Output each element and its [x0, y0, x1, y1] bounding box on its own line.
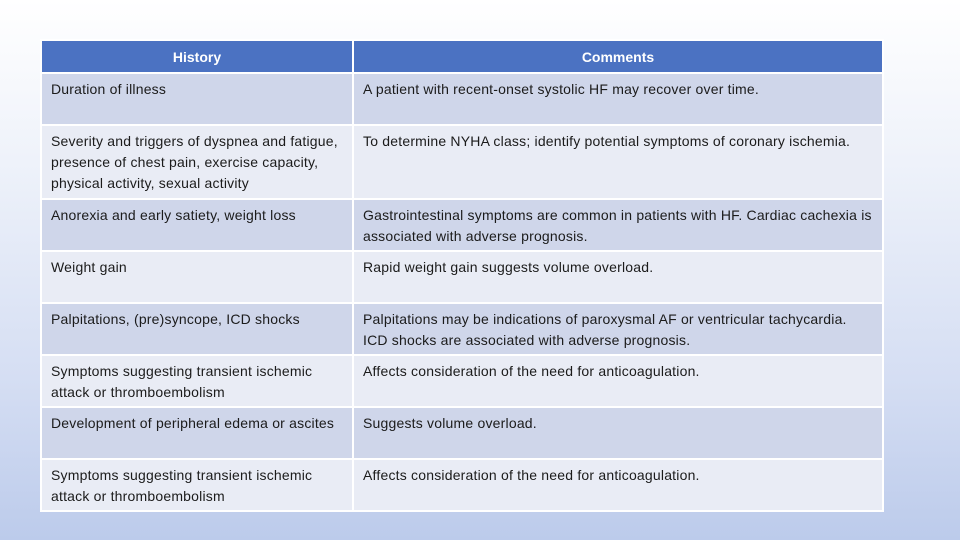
header-row — [41, 40, 883, 73]
history-cell: Symptoms suggesting transient ischemic attack or thromboembolism — [41, 459, 353, 511]
history-cell: Palpitations, (pre)syncope, ICD shocks — [41, 303, 353, 355]
comment-cell: Palpitations may be indications of paroxysmal AF or ventricular tachycardia. ICD shocks are associated with adverse prognosis. — [353, 303, 883, 355]
history-cell: Anorexia and early satiety, weight loss — [41, 199, 353, 251]
history-cell: Symptoms suggesting transient ischemic attack or thromboembolism — [41, 355, 353, 407]
comment-cell: To determine NYHA class; identify potential symptoms of coronary ischemia. — [353, 125, 883, 199]
comment-cell: Affects consideration of the need for anticoagulation. — [353, 355, 883, 407]
history-cell: Severity and triggers of dyspnea and fatigue, presence of chest pain, exercise capacity, physical activity, sexual activity — [41, 125, 353, 199]
comment-cell: Affects consideration of the need for anticoagulation. — [353, 459, 883, 511]
table-row — [41, 125, 883, 199]
table-row — [41, 459, 883, 511]
table-header — [41, 40, 883, 73]
table-row — [41, 73, 883, 125]
history-cell: Weight gain — [41, 251, 353, 303]
comment-cell: A patient with recent-onset systolic HF may recover over time. — [353, 73, 883, 125]
history-comments-table — [40, 39, 884, 512]
comment-cell: Rapid weight gain suggests volume overload. — [353, 251, 883, 303]
table-body — [41, 73, 883, 511]
history-cell: Duration of illness — [41, 73, 353, 125]
table-row — [41, 355, 883, 407]
table-row — [41, 199, 883, 251]
table-row — [41, 407, 883, 459]
table-row — [41, 251, 883, 303]
comment-cell: Gastrointestinal symptoms are common in patients with HF. Cardiac cachexia is associated with adverse prognosis. — [353, 199, 883, 251]
table-row — [41, 303, 883, 355]
comment-cell: Suggests volume overload. — [353, 407, 883, 459]
header-history: History — [41, 40, 353, 73]
history-cell: Development of peripheral edema or ascites — [41, 407, 353, 459]
header-comments: Comments — [353, 40, 883, 73]
